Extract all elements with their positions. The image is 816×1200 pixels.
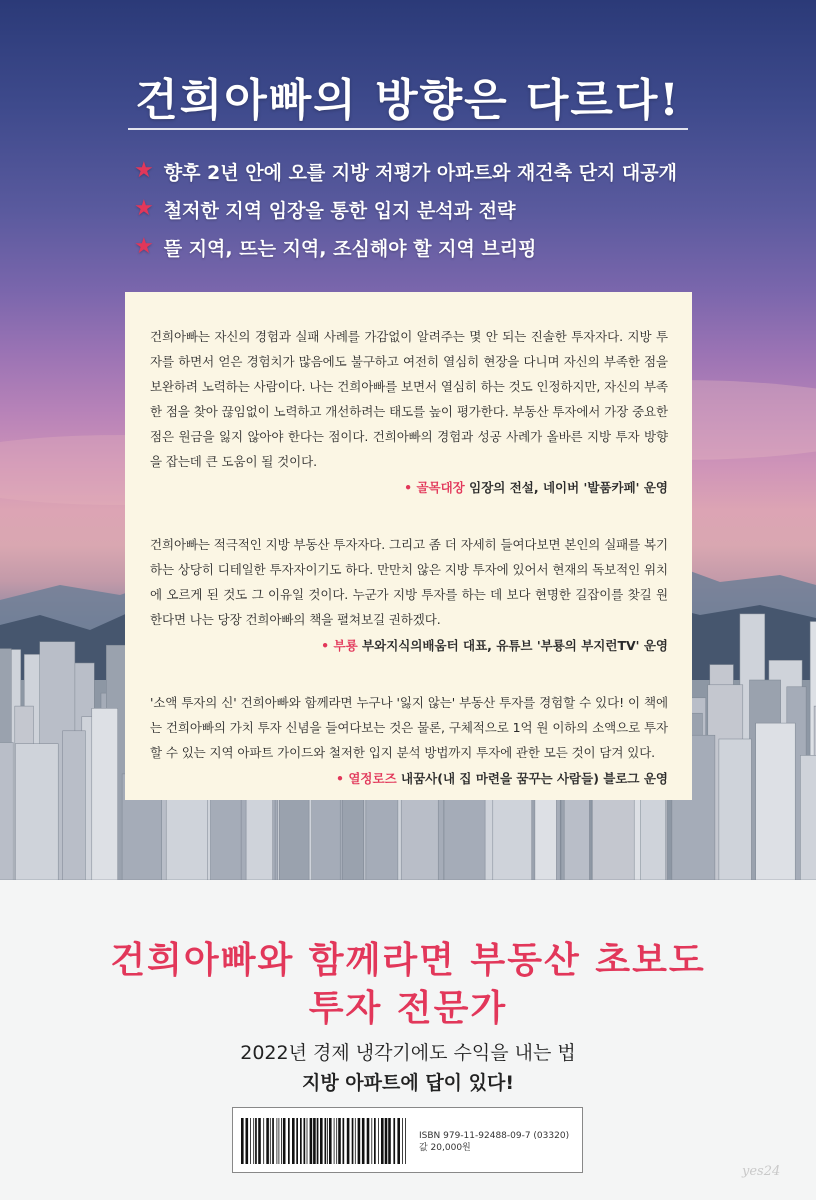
reviewer-name: 부룡 [333, 638, 358, 653]
barcode-bar [358, 1118, 361, 1164]
barcode-bar [307, 1118, 308, 1164]
barcode-bar [281, 1118, 282, 1164]
barcode-bar [304, 1118, 306, 1164]
barcode-bar [405, 1118, 406, 1164]
slogan-line: 투자 전문가 [308, 987, 508, 1029]
barcode-bar [374, 1118, 376, 1164]
barcode-bar [343, 1118, 345, 1164]
barcode-bar [397, 1118, 400, 1164]
building-shape [92, 708, 118, 880]
barcode-bar [334, 1118, 335, 1164]
barcode-bar [270, 1118, 271, 1164]
barcode-bar [371, 1118, 372, 1164]
slogan-line: 건희아빠와 함께라면 부동산 초보도 [110, 939, 706, 981]
barcode-bar [327, 1118, 328, 1164]
barcode-bar [385, 1118, 388, 1164]
review [150, 324, 668, 500]
building-shape [0, 743, 13, 881]
reviewer-name: 골목대장 [416, 480, 465, 495]
feature-text: 향후 2년 안에 오를 지방 저평가 아파트와 재건축 단지 대공개 [163, 161, 677, 184]
barcode-bar [253, 1118, 254, 1164]
barcode-bar [300, 1118, 302, 1164]
price: 값 20,000원 [419, 1143, 471, 1153]
barcode-bar [283, 1118, 286, 1164]
barcode-bar [329, 1118, 332, 1164]
barcode-bar [250, 1118, 251, 1164]
reviewer-role: 임장의 전설, 네이버 '발품카페' 운영 [469, 480, 668, 495]
bullet-dot-icon: • [321, 638, 330, 653]
building-shape [719, 739, 752, 880]
review-text: '소액 투자의 신' 건희아빠와 함께라면 누구나 '잃지 않는' 부동산 투자를 경험할 수 있다! 이 책에는 건희아빠의 가치 투자 신념을 들여다보는 것은 물론, 구체적으로 1억 원 이하의 소액으로 투자할 수 있는 지역 아파트 가이드와 철저한 입지 분석 방법까지 투자에 관한 모든 것이 담겨 있다. [150, 695, 668, 760]
building-shape [756, 723, 796, 880]
barcode-bar [347, 1118, 350, 1164]
barcode-bar [255, 1118, 257, 1164]
barcode-bar [313, 1118, 316, 1164]
review [150, 532, 668, 658]
barcode-bar [325, 1118, 327, 1164]
barcode-bar [263, 1118, 264, 1164]
headline-divider [128, 128, 688, 130]
star-icon: ★ [134, 234, 154, 259]
isbn-info [419, 1130, 569, 1154]
barcode-bar [338, 1118, 341, 1164]
building-shape [246, 788, 273, 881]
barcode-bar [288, 1118, 290, 1164]
barcode-bar [402, 1118, 403, 1164]
reviewer-name: 열정로즈 [348, 771, 397, 786]
barcode-label [232, 1107, 583, 1173]
watermark-logo: yes24 [742, 1164, 781, 1179]
review-box [125, 292, 692, 800]
review-text: 건희아빠는 적극적인 지방 부동산 투자자다. 그리고 좀 더 자세히 들여다보면 본인의 실패를 복기하는 상당히 디테일한 투자자이기도 하다. 만만치 않은 지방 투자에 있어서 현재의 독보적인 위치에 오르게 된 것도 그 이유일 것이다. 누군가 지방 투자를 하는 데 보다 현명한 길잡이를 찾길 원한다면 나는 당장 건희아빠의 책을 펼쳐보길 권하겠다. [150, 537, 668, 627]
headline: 건희아빠의 방향은 다르다! [135, 75, 681, 126]
reviewer-role: 부와지식의배움터 대표, 유튜브 '부룡의 부지런TV' 운영 [362, 638, 668, 653]
feature-text: 철저한 지역 임장을 통한 입지 분석과 전략 [163, 199, 516, 222]
bullet-dot-icon: • [336, 771, 344, 786]
barcode-bar [246, 1118, 249, 1164]
barcode-bar [292, 1118, 295, 1164]
barcode-bar [393, 1118, 395, 1164]
barcode-bar [317, 1118, 319, 1164]
barcode-bar [355, 1118, 356, 1164]
subtitle: 2022년 경제 냉각기에도 수익을 내는 법 [240, 1042, 576, 1064]
star-icon: ★ [134, 196, 154, 221]
barcode-bar [277, 1118, 278, 1164]
barcode-bar [320, 1118, 323, 1164]
review [150, 690, 668, 791]
slogan [0, 936, 816, 1032]
barcode-bar [296, 1118, 298, 1164]
feature-item [134, 228, 754, 266]
star-icon: ★ [134, 158, 154, 183]
barcode-bar [310, 1118, 313, 1164]
feature-list [134, 152, 754, 266]
review-attribution [150, 476, 668, 500]
barcode-bar [362, 1118, 365, 1164]
feature-item [134, 152, 754, 190]
reviewer-role: 내꿈사(내 집 마련을 꿈꾸는 사람들) 블로그 운영 [401, 771, 668, 786]
barcode-bar [367, 1118, 370, 1164]
feature-item [134, 190, 754, 228]
bullet-dot-icon: • [404, 480, 413, 495]
barcode-bar [378, 1118, 379, 1164]
review-attribution [150, 767, 668, 791]
barcode-bar [266, 1118, 269, 1164]
feature-text: 뜰 지역, 뜨는 지역, 조심해야 할 지역 브리핑 [163, 237, 537, 260]
building-shape [15, 744, 58, 880]
barcode-bar [279, 1118, 280, 1164]
isbn-number: ISBN 979-11-92488-09-7 (03320) [419, 1131, 570, 1141]
barcode-bar [336, 1118, 337, 1164]
barcode-bar [352, 1118, 354, 1164]
review-text: 건희아빠는 자신의 경험과 실패 사례를 가감없이 알려주는 몇 안 되는 진솔한 투자자다. 지방 투자를 하면서 얻은 경험치가 많음에도 불구하고 여전히 열심히 현장을 다니며 자신의 부족한 점을 보완하려 노력하는 사람이다. 나는 건희아빠를 보면서 열심히 하는 것도 인정하지만, 자신의 부족한 점을 찾아 끊임없이 노력하고 개선하려는 태도를 높이 평가한다. 부동산 투자에서 가장 중요한 점은 원금을 잃지 않아야 한다는 점이다. 건희아빠의 경험과 성공 사례가 올바른 지방 투자 방향을 잡는데 큰 도움이 될 것이다. [150, 329, 668, 469]
subtitle-emphasis: 지방 아파트에 답이 있다! [301, 1072, 515, 1094]
building-shape [63, 731, 86, 880]
barcode-bar [258, 1118, 261, 1164]
barcode-bar [272, 1118, 274, 1164]
barcode-bar [381, 1118, 384, 1164]
barcode-bar [241, 1118, 244, 1164]
barcode-icon [239, 1118, 411, 1164]
review-attribution [150, 634, 668, 658]
building-shape [800, 755, 816, 880]
barcode-bar [388, 1118, 391, 1164]
